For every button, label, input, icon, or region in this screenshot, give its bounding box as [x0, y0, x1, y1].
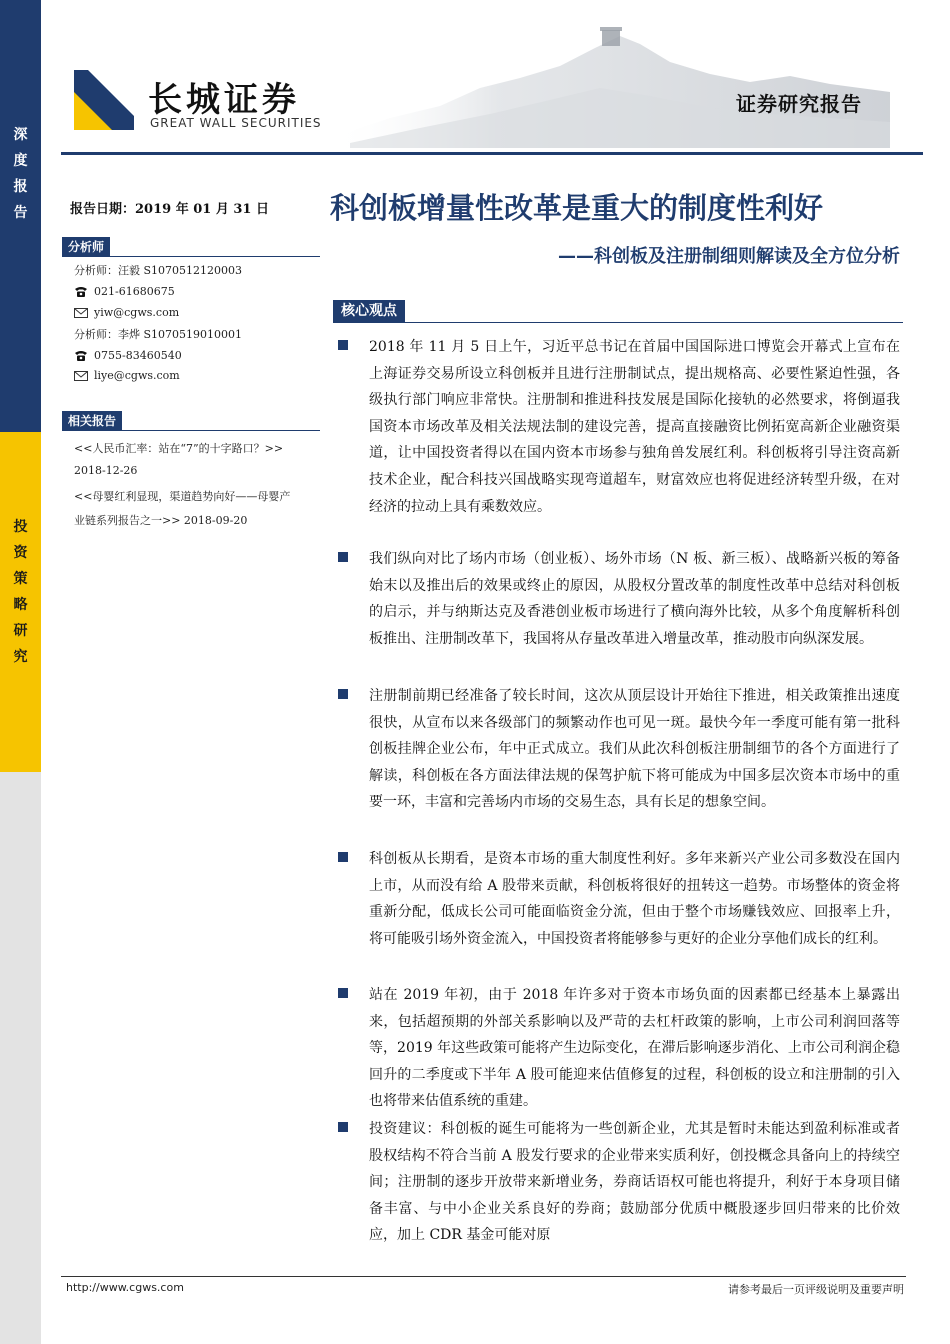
side-label-category: 投 资 策 略 研 究 [13, 519, 28, 665]
square-bullet-icon [338, 340, 348, 350]
phone-icon [74, 286, 88, 298]
analyst-1-email[interactable] [74, 306, 179, 319]
mail-icon [74, 370, 88, 382]
square-bullet-icon [338, 1122, 348, 1132]
side-band-gray [0, 772, 41, 1344]
analyst-1-phone-text: 021-61680675 [94, 285, 175, 298]
footer-website-link[interactable]: http://www.cgws.com [66, 1281, 184, 1294]
company-name-en: GREAT WALL SECURITIES [150, 116, 322, 130]
square-bullet-icon [338, 689, 348, 699]
related-report-2-title[interactable]: <<母婴红利显现，渠道趋势向好——母婴产 [74, 490, 291, 503]
related-report-1-title[interactable]: <<人民币汇率：站在“7”的十字路口？>> [74, 442, 284, 455]
analyst-2-phone [74, 349, 182, 362]
analyst-2-name-text: 分析师：李烨 S1070519010001 [74, 328, 243, 341]
side-label-report-kind: 深 度 报 告 [13, 127, 28, 221]
paragraph-text: 2018 年 11 月 5 日上午，习近平总书记在首届中国国际进口博览会开幕式上宣布在上海证券交易所设立科创板并且进行注册制试点，提出规格高、必要性紧迫性强，各级执行部门响应非常快。注册制和推进科技发展是国际化接轨的必然要求，将倒逼我国资本市场改革及相关法规法制的建设完善，提高直接融资比例拓宽高新企业融资渠道，让中国投资者得以在国内资本市场参与独角兽发展红利。科创板将引导注资高新技术企业，配合科技兴国战略实现弯道超车，财富效应也将促进经济转型升级，在对经济的拉动上具有乘数效应。 [369, 339, 900, 515]
analyst-section-heading [62, 236, 320, 257]
report-type-label: 证券研究报告 [736, 92, 862, 116]
related-heading-label: 相关报告 [62, 411, 122, 431]
analyst-2-email[interactable] [74, 369, 180, 382]
footer-disclaimer-note: 请参考最后一页评级说明及重要声明 [728, 1283, 904, 1296]
report-title: 科创板增量性改革是重大的制度性利好 [330, 191, 824, 225]
square-bullet-icon [338, 552, 348, 562]
core-views-heading [333, 300, 903, 323]
related-report-1-date: 2018-12-26 [74, 464, 138, 477]
paragraph-text: 注册制前期已经准备了较长时间，这次从顶层设计开始往下推进，相关政策推出速度很快，从宣布以来各级部门的频繁动作也可见一斑。最快今年一季度可能有第一批科创板挂牌企业公布，年中正式成立。我们从此次科创板注册制细节的各个方面进行了解读，科创板在各方面法律法规的保驾护航下将可能成为中国多层次资本市场中的重要一环，丰富和完善场内市场的交易生态，具有长足的想象空间。 [369, 688, 900, 811]
report-subtitle: ——科创板及注册制细则解读及全方位分析 [558, 246, 900, 267]
analyst-1-name [74, 262, 242, 278]
core-views-label: 核心观点 [333, 300, 405, 322]
related-report-2-title-cont[interactable]: 业链系列报告之一>> 2018-09-20 [74, 514, 248, 527]
header-divider [61, 152, 923, 155]
analyst-2-phone-text: 0755-83460540 [94, 349, 182, 362]
mail-icon [74, 307, 88, 319]
paragraph-text: 站在 2019 年初，由于 2018 年许多对于资本市场负面的因素都已经基本上暴露出来，包括超预期的外部关系影响以及严苛的去杠杆政策的影响，上市公司利润回落等等，2019 年这些政策可能将产生边际变化，在滞后影响逐步消化、上市公司利润企稳回升的二季度或下半年 A 股可能迎来估值修复的过程，科创板的设立和注册制的引入也将带来估值系统的重建。 [369, 987, 900, 1110]
phone-icon [74, 350, 88, 362]
paragraph-text: 科创板从长期看，是资本市场的重大制度性利好。多年来新兴产业公司多数没在国内上市，从而没有给 A 股带来贡献，科创板将很好的扭转这一趋势。市场整体的资金将重新分配，低成长公司可能面临资金分流，但由于整个市场赚钱效应、回报率上升，将可能吸引场外资金流入，中国投资者将能够参与更好的企业分享他们成长的红利。 [369, 851, 900, 947]
related-section-heading [62, 410, 320, 431]
analyst-1-name-text: 分析师：汪毅 S1070512120003 [74, 264, 243, 277]
side-band [0, 0, 41, 1344]
analyst-1-email-text[interactable]: yiw@cgws.com [94, 306, 180, 319]
analyst-2-name [74, 326, 242, 342]
square-bullet-icon [338, 988, 348, 998]
great-wall-securities-logo [74, 70, 134, 130]
footer-divider [61, 1276, 906, 1277]
paragraph-text: 我们纵向对比了场内市场（创业板）、场外市场（N 板、新三板）、战略新兴板的筹备始末以及推出后的效果或终止的原因，从股权分置改革的制度性改革中总结对科创板的启示，并与纳斯达克及香港创业板市场进行了横向海外比较，从多个角度解析科创板推出、注册制改革下，我国将从存量改革进入增量改革，推动股市向纵深发展。 [369, 551, 900, 647]
great-wall-illustration [330, 18, 890, 148]
square-bullet-icon [338, 852, 348, 862]
company-name-cn: 长城证券 [148, 80, 300, 120]
report-date: 报告日期：2019 年 01 月 31 日 [70, 202, 269, 217]
analyst-2-email-text[interactable]: liye@cgws.com [94, 369, 180, 382]
paragraph-text: 投资建议：科创板的诞生可能将为一些创新企业，尤其是暂时未能达到盈利标准或者股权结构不符合当前 A 股发行要求的企业带来实质利好，创投概念具备向上的持续空间；注册制的逐步开放带来新增业务，券商话语权可能也将提升，利好于本身项目储备丰富、与中小企业关系良好的券商；鼓励部分优质中概股逐步回归带来的比价效应，加上 CDR 基金可能对原 [369, 1121, 900, 1244]
analyst-1-phone [74, 285, 175, 298]
analyst-heading-label: 分析师 [62, 237, 110, 257]
